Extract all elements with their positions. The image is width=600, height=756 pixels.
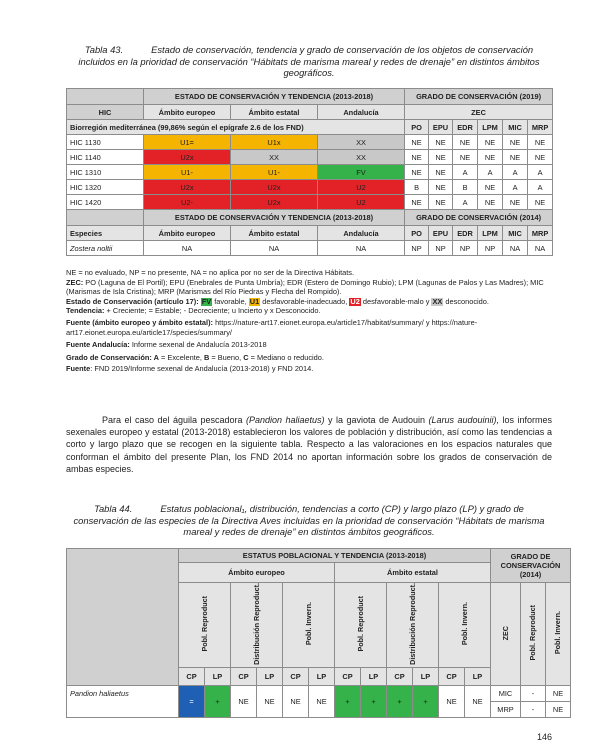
row-grade: NP [453,241,478,256]
cell-value: + [361,685,387,717]
row-grade: NA [503,241,528,256]
table43-group-estado: ESTADO DE CONSERVACIÓN Y TENDENCIA (2013-2018) [144,89,405,105]
table43-group-grado-2: GRADO DE CONSERVACIÓN (2014) [405,210,553,226]
row-and-status: XX [318,135,405,150]
note-zec-label: ZEC: [66,277,84,287]
row-grade: NE [528,135,553,150]
row-grade: NE [453,135,478,150]
note-fuente2-text: : FND 2019/Informe sexenal de Andalucía (2013-2018) y FND 2014. [90,364,314,374]
table-row [67,165,553,180]
row-hic-name: HIC 1310 [67,165,144,180]
note-fuente-and-text: Informe sexenal de Andalucía 2013-2018 [129,340,267,350]
cell-value: NE [439,685,465,717]
zec-code: EDR [453,226,478,241]
row-est-status: U2x [231,195,318,210]
row-hic-name: HIC 1320 [67,180,144,195]
cp-label: CP [439,667,465,685]
table43-group-estado-2: ESTADO DE CONSERVACIÓN Y TENDENCIA (2013-2018) [144,210,405,226]
cell-value: NE [283,685,309,717]
zec-code: PO [405,226,429,241]
row-grade: A [453,195,478,210]
table44-caption [66,503,552,538]
row-grade: NE [405,195,429,210]
note-fuente2-label: Fuente [66,364,91,374]
row-grade: NP [405,241,429,256]
zec-code: EPU [429,226,453,241]
note-fuente-and-label: Fuente Andalucía: [66,340,130,350]
cell-value: + [335,685,361,717]
grado-b: B [203,352,210,362]
cell-value: NE [257,685,283,717]
note-zec [66,278,552,297]
legend-u2-badge: U2 [350,296,360,306]
note-estado [66,297,552,307]
grado-a: A [153,352,159,362]
cp-label: CP [283,667,309,685]
table-44 [66,548,571,718]
grado-c: C [243,352,249,362]
row-grade: NE [429,135,453,150]
zec-row-a: - [521,685,546,701]
para-part: Para el caso del águila pescadora [102,415,246,425]
note-fuente [66,318,552,337]
legend-xx-badge: XX [432,296,443,306]
table43-corner [67,89,144,105]
row-hic-name: HIC 1140 [67,150,144,165]
table43-col-est: Ámbito estatal [231,105,318,120]
table43-caption-text: Estado de conservación, tendencia y grado de conservación de los objetos de conservación incluidos en la prioridad de conservación “Hábitats de marisma mareal y redes de drenaje” en distintos ámbitos geográficos. [78,44,540,78]
table-row [67,150,553,165]
g-sub-label: Pobl. Invern. [553,611,562,655]
row-grade: NE [503,195,528,210]
table44-col-g2 [546,583,571,686]
row-grade: NE [453,150,478,165]
sub-header [283,583,335,668]
row-grade: NE [528,195,553,210]
table-row [67,195,553,210]
row-grade: A [453,165,478,180]
sub-header [179,583,231,668]
table43-group-grado: GRADO DE CONSERVACIÓN (2019) [405,89,553,105]
para-species-2: (Larus audouinii), [428,415,500,425]
row-grade: B [405,180,429,195]
zec-code: MRP [528,226,553,241]
row-grade: NE [429,195,453,210]
zec-code: MIC [503,226,528,241]
table43-caption [66,44,552,79]
row-grade: NE [405,165,429,180]
table44-group-grado: GRADO DE CONSERVACIÓN (2014) [491,549,571,583]
row-grade: NE [478,195,503,210]
table43-corner-2 [67,210,144,226]
zec-row-a: - [521,701,546,717]
note-fuente-2 [66,364,552,374]
zec-row-b: NE [546,701,571,717]
legend-u1-badge: U1 [249,296,260,306]
table43-bioregion: Biorregión mediterránea (99,86% según el epígrafe 2.6 de los FND) [67,120,405,135]
cell-value: NE [231,685,257,717]
row-eu-status: U1- [144,165,231,180]
grado-b-text: = Bueno, [209,352,244,362]
note-tend-text: + Creciente; = Estable; - Decreciente; u Incierto y x Desconocido. [104,306,321,316]
row-eu-status: U2x [144,150,231,165]
row-grade: NE [528,150,553,165]
row-grade: A [528,180,553,195]
cell-value: = [179,685,205,717]
grado-a-text: = Excelente, [158,352,204,362]
legend-xx-text: desconocido. [443,296,489,306]
row-hic-name: HIC 1420 [67,195,144,210]
row-grade: NP [478,241,503,256]
zec-code: MIC [503,120,528,135]
row-grade: A [528,165,553,180]
cell-value: NE [309,685,335,717]
table-row [67,135,553,150]
note-tendencia [66,306,552,316]
row-grade: B [453,180,478,195]
sub-header-label: Pobl. Reproduct [199,596,209,652]
zec-code: EDR [453,120,478,135]
zec-row-code: MIC [491,685,521,701]
para-part: los informes sexenales europeo y estatal (2013-2018) establecieron los valores de población y distribución, así como las tendencias a corto y largo plazo que se recogen en la siguiente tabla. Respecto a las valoraciones en los espacios naturales que conforman el ámbito del presente Plan, los FND 2014 no aportan información sobre los grados de conservación de ambas especies. [66,415,552,474]
row-eu-status: NA [144,241,231,256]
row-species-name: Pandion haliaetus [67,685,179,717]
row-grade: NE [503,150,528,165]
table44-col-zec [491,583,521,686]
row-est-status: U1- [231,165,318,180]
lp-label: LP [361,667,387,685]
note-fuente-label: Fuente (ámbito europeo y ámbito estatal): [66,317,214,327]
lp-label: LP [257,667,283,685]
row-and-status: FV [318,165,405,180]
row-grade: A [503,165,528,180]
row-grade: NE [478,135,503,150]
note-grado [66,353,552,363]
row-and-status: XX [318,150,405,165]
row-grade: NE [405,150,429,165]
zec-label: ZEC [500,625,510,641]
cp-label: CP [387,667,413,685]
row-and-status: U2 [318,180,405,195]
table43-col-species: Especies [67,226,144,241]
row-grade: NE [429,165,453,180]
legend-u2-text: desfavorable-malo y [360,296,432,306]
table-row [67,685,571,701]
cell-value: + [387,685,413,717]
row-grade: NE [405,135,429,150]
sub-header [335,583,387,668]
cp-label: CP [231,667,257,685]
table43-number: Tabla 43. [84,44,124,55]
table43-col-hic: HIC [67,105,144,120]
row-grade: NA [528,241,553,256]
note-fuente-text: https://nature-art17.eionet.europa.eu/article17/habitat/summary/ y https://nature-art17.eionet.europa.eu/article17/species/summary/ [66,317,478,337]
row-grade: NP [429,241,453,256]
table-row [67,241,553,256]
row-est-status: U1x [231,135,318,150]
table44-corner [67,549,179,686]
row-grade: A [503,180,528,195]
zec-code: PO [405,120,429,135]
row-grade: NE [478,180,503,195]
note-grado-label: Grado de Conservación: [66,352,154,362]
cell-value: + [413,685,439,717]
sub-header-label: Pobl. Invern. [459,602,469,646]
row-est-status: U2x [231,180,318,195]
table44-col-est: Ámbito estatal [335,563,491,583]
table44-col-eu: Ámbito europeo [179,563,335,583]
note-tend-label: Tendencia: [66,306,105,316]
cp-label: CP [179,667,205,685]
zec-row-code: MRP [491,701,521,717]
row-grade: NE [429,180,453,195]
row-eu-status: U2x [144,180,231,195]
table44-caption-text: Estatus poblacional₁, distribución, tendencias a corto (CP) y largo plazo (LP) y grado de conservación de las especies de la Directiva Aves incluidas en la prioridad de conservación “Hábitats de marisma mareal y redes de drenaje” en distintos ámbitos geográficos. [73,503,545,537]
row-grade: NE [478,150,503,165]
table43-notes [66,268,552,374]
sub-header-label: Distribución Reproduct. [251,583,261,665]
sub-header [439,583,491,668]
zec-code: MRP [528,120,553,135]
row-grade: A [478,165,503,180]
row-est-status: NA [231,241,318,256]
sub-header-label: Distribución Reproduct. [407,583,417,665]
row-grade: NE [429,150,453,165]
note-zec-text: PO (Laguna de El Portil); EPU (Enebrales de Punta Umbría); EDR (Estero de Domingo Rubio); LPM (Lagunas de Palos y Las Madres); MIC (Marismas de Isla Cristina); MRP (Marismas del Río Piedras y Flecha del Rompido). [66,277,544,297]
row-est-status: XX [231,150,318,165]
row-grade: NE [503,135,528,150]
grado-c-text: = Mediano o reducido. [248,352,324,362]
row-eu-status: U1= [144,135,231,150]
zec-code: EPU [429,120,453,135]
table43-col-zec: ZEC [405,105,553,120]
zec-row-b: NE [546,685,571,701]
page-number: 146 [537,732,553,742]
g-sub-label: Pobl. Reproduct [528,605,537,661]
para-species-1: (Pandion haliaetus) [245,415,325,425]
table-row [67,180,553,195]
table43-col-est-2: Ámbito estatal [231,226,318,241]
row-and-status: NA [318,241,405,256]
legend-fv-text: favorable, [212,296,249,306]
row-and-status: U2 [318,195,405,210]
table43-col-eu: Ámbito europeo [144,105,231,120]
sub-header-label: Pobl. Invern. [303,602,313,646]
sub-header [387,583,439,668]
body-paragraph [66,414,552,475]
table43-col-and-2: Andalucía [318,226,405,241]
table43-col-eu-2: Ámbito europeo [144,226,231,241]
lp-label: LP [205,667,231,685]
legend-u1-text: desfavorable-inadecuado, [260,296,350,306]
table44-col-g1 [521,583,546,686]
lp-label: LP [309,667,335,685]
cell-value: NE [465,685,491,717]
lp-label: LP [413,667,439,685]
note-abbrev: NE = no evaluado, NP = no presente, NA = no aplica por no ser de la Directiva Hábitats. [66,268,355,277]
row-eu-status: U2- [144,195,231,210]
note-fuente-andalucia [66,340,552,350]
row-hic-name: HIC 1130 [67,135,144,150]
zec-code: LPM [478,226,503,241]
cp-label: CP [335,667,361,685]
zec-code: LPM [478,120,503,135]
sub-header-label: Pobl. Reproduct [355,596,365,652]
lp-label: LP [465,667,491,685]
table-43 [66,88,553,256]
row-species-name: Zostera noltii [67,241,144,256]
cell-value: + [205,685,231,717]
note-estado-label: Estado de Conservación (artículo 17): [66,296,199,306]
table43-col-and: Andalucía [318,105,405,120]
para-part: y la gaviota de Audouin [324,415,429,425]
sub-header [231,583,283,668]
table44-number: Tabla 44. [94,503,133,514]
legend-fv-badge: FV [201,296,212,306]
table44-group-estatus: ESTATUS POBLACIONAL Y TENDENCIA (2013-2018) [179,549,491,563]
